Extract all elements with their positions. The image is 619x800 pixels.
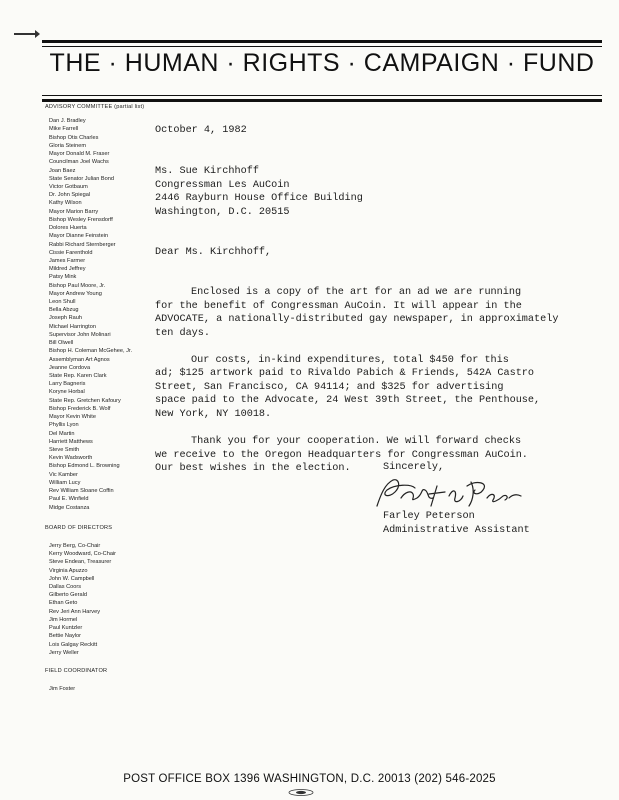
advisory-member: Koryne Horbal xyxy=(49,389,85,396)
footer-address: POST OFFICE BOX 1396 WASHINGTON, D.C. 20013 (202) 546-2025 xyxy=(123,773,496,785)
advisory-member: Joseph Rauh xyxy=(49,315,82,322)
advisory-member: Mayor Kevin White xyxy=(49,414,96,421)
advisory-member: Mayor Andrew Young xyxy=(49,290,102,297)
advisory-committee-list xyxy=(45,117,145,512)
advisory-member: Patsy Mink xyxy=(49,274,77,281)
handwritten-signature xyxy=(371,476,531,510)
board-member: Virginia Apuzzo xyxy=(49,567,88,574)
advisory-member: Paul E. Winfield xyxy=(49,496,89,503)
board-of-directors-list xyxy=(45,542,145,657)
letterhead xyxy=(42,40,602,102)
board-member: Rev Jeri Ann Harvey xyxy=(49,608,100,615)
board-member: Paul Kuntzler xyxy=(49,625,83,632)
advisory-member: Assemblyman Art Agnos xyxy=(49,356,110,363)
organization-name: THE · HUMAN · RIGHTS · CAMPAIGN · FUND xyxy=(49,49,595,77)
advisory-member: James Farmer xyxy=(49,257,86,264)
board-member: Gilberto Gerald xyxy=(49,592,87,599)
letter-body xyxy=(155,124,595,536)
advisory-member: Supervisor John Molinari xyxy=(49,331,111,338)
advisory-member: Bishop H. Coleman McGehee, Jr. xyxy=(49,348,133,355)
advisory-member: Midge Costanza xyxy=(49,504,90,511)
board-member: John W. Campbell xyxy=(49,575,95,582)
closing: Sincerely, xyxy=(383,462,445,473)
sidebar-committee-list xyxy=(45,103,145,693)
salutation: Dear Ms. Kirchhoff, xyxy=(155,247,272,259)
advisory-member: Bishop Frederick B. Wolf xyxy=(49,405,111,412)
margin-arrow-mark xyxy=(14,33,36,35)
advisory-member: Bishop Otis Charles xyxy=(49,134,99,141)
advisory-member: Leon Shull xyxy=(49,299,76,306)
advisory-member: Mildred Jeffrey xyxy=(49,266,86,273)
paragraph-costs: Our costs, in-kind expenditures, total $450 for this ad; $125 artwork paid to Rivaldo Pabich & Friends, 542A Castro Street, San Francisco, CA 94114; and $325 for advertising space paid to the Advocate, 24 West 39th Street, the Penthouse, New York, NY 10018. xyxy=(155,355,541,420)
advisory-member: Rabbi Richard Sternberger xyxy=(49,241,116,248)
union-label-icon xyxy=(288,789,314,796)
board-member: Lois Galgay Reckitt xyxy=(49,641,98,648)
advisory-member: Mike Farrell xyxy=(49,126,79,133)
advisory-member: Victor Gotbaum xyxy=(49,183,88,190)
recipient-address xyxy=(155,165,595,219)
advisory-member: Larry Bagneris xyxy=(49,381,86,388)
board-member: Kerry Woodward, Co-Chair xyxy=(49,551,117,558)
advisory-member: Councilman Joel Wachs xyxy=(49,159,109,166)
advisory-member: State Rep. Gretchen Kafoury xyxy=(49,397,121,404)
advisory-member: Dan J. Bradley xyxy=(49,118,86,125)
board-member: Jim Hormel xyxy=(49,616,78,623)
advisory-member: Bella Abzug xyxy=(49,307,79,314)
advisory-member: Steve Smith xyxy=(49,446,80,453)
advisory-member: Michael Harrington xyxy=(49,323,96,330)
advisory-member: William Lucy xyxy=(49,479,81,486)
advisory-member: Mayor Donald M. Fraser xyxy=(49,151,110,158)
advisory-member: Dr. John Spiegal xyxy=(49,192,91,199)
advisory-member: Harriett Matthews xyxy=(49,438,93,445)
advisory-member: Del Martin xyxy=(49,430,75,437)
advisory-member: Phyllis Lyon xyxy=(49,422,79,429)
advisory-member: Kevin Wadsworth xyxy=(49,455,93,462)
address-line: Ms. Sue Kirchhoff xyxy=(155,166,259,178)
signer-title: Administrative Assistant xyxy=(383,524,530,536)
paragraph-thanks: Thank you for your cooperation. We will forward checks we receive to the Oregon Headquarters for Congressman AuCoin. Our best wishes in the election. xyxy=(155,436,528,474)
board-member: Steve Endean, Treasurer xyxy=(49,559,112,566)
letter-date: October 4, 1982 xyxy=(155,125,247,136)
board-member: Jerry Weller xyxy=(49,649,79,656)
advisory-member: Bishop Edmond L. Browning xyxy=(49,463,120,470)
address-line: Congressman Les AuCoin xyxy=(155,179,290,191)
advisory-member: Jeanne Cordova xyxy=(49,364,91,371)
advisory-member: Bill Olwell xyxy=(49,340,74,347)
advisory-member: Cissie Farenthold xyxy=(49,249,93,256)
field-coordinator-name: Jim Foster xyxy=(49,686,76,693)
advisory-member: Mayor Marion Barry xyxy=(49,208,99,215)
address-line: Washington, D.C. 20515 xyxy=(155,206,290,218)
advisory-member: Joan Baez xyxy=(49,167,76,174)
advisory-member: Mayor Dianne Feinstein xyxy=(49,233,109,240)
advisory-member: Bishop Wesley Frensdorff xyxy=(49,216,113,223)
paragraph-ad-enclosure: Enclosed is a copy of the art for an ad we are running for the benefit of Congressman AuCoin. It will appear in the ADVOCATE, a nationally-distributed gay newspaper, in approximately ten days. xyxy=(155,287,559,339)
advisory-member: State Rep. Karen Clark xyxy=(49,373,107,379)
advisory-member: Kathy Wilson xyxy=(49,200,82,207)
board-member: Bettie Naylor xyxy=(49,633,82,640)
advisory-member: Rev William Sloane Coffin xyxy=(49,488,114,495)
address-line: 2446 Rayburn House Office Building xyxy=(155,193,363,205)
signer-name: Farley Peterson xyxy=(383,511,475,523)
board-member: Jerry Berg, Co-Chair xyxy=(49,542,101,549)
field-coordinator-list xyxy=(45,685,145,693)
advisory-member: Gloria Steinem xyxy=(49,142,86,149)
board-of-directors-title: BOARD OF DIRECTORS xyxy=(45,524,113,531)
field-coordinator-title: FIELD COORDINATOR xyxy=(45,668,108,674)
advisory-member: Dolores Huerta xyxy=(49,225,87,232)
closing-block xyxy=(383,461,603,537)
board-member: Dallas Coors xyxy=(49,584,82,591)
advisory-member: State Senator Julian Bond xyxy=(49,175,114,182)
advisory-committee-title: ADVISORY COMMITTEE (partial list) xyxy=(45,104,145,110)
advisory-member: Bishop Paul Moore, Jr. xyxy=(49,282,106,289)
board-member: Ethan Geto xyxy=(49,600,78,607)
advisory-member: Vic Kamber xyxy=(49,471,78,478)
